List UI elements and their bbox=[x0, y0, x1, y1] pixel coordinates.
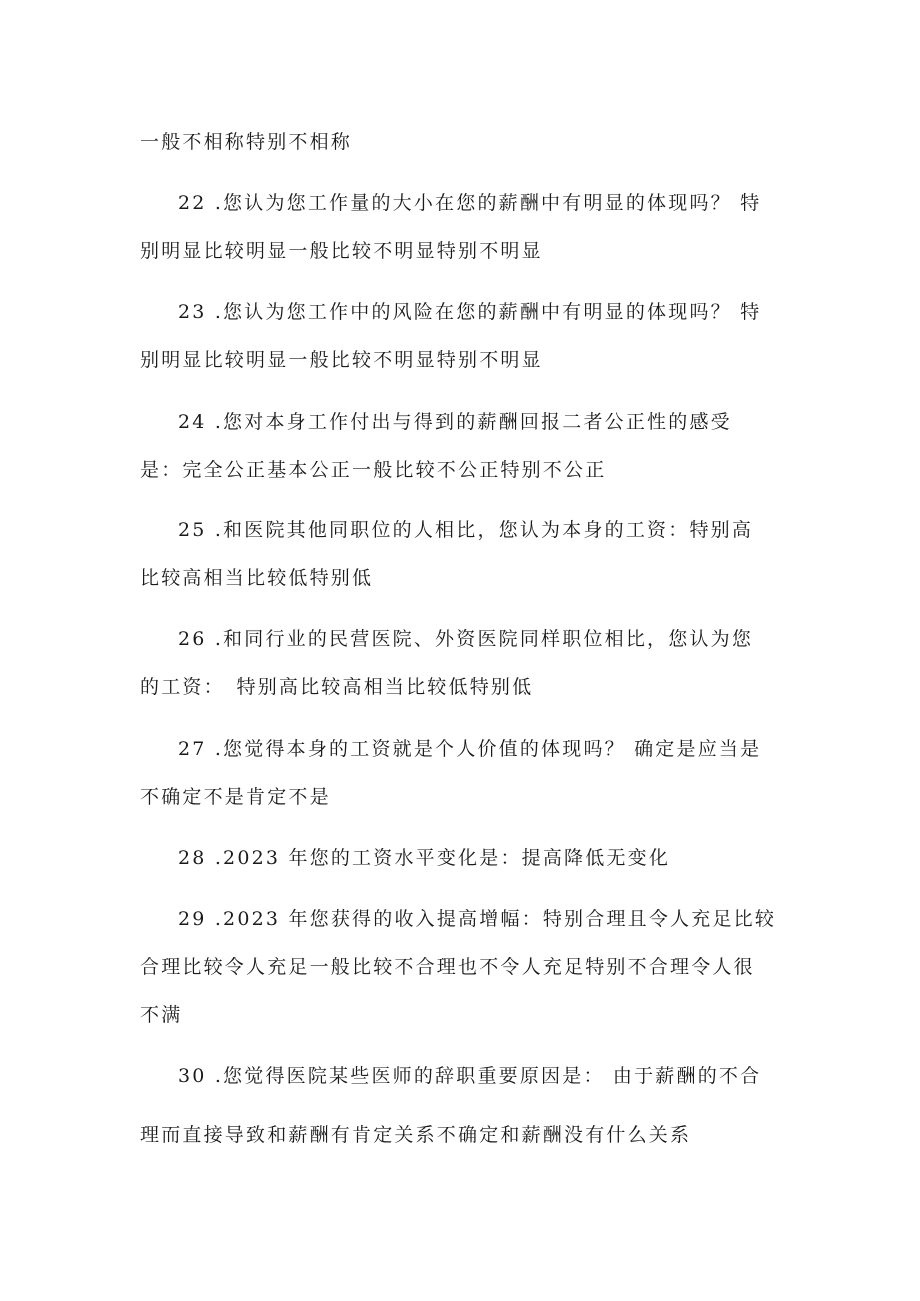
text-line-continuation: 一般不相称特别不相称 bbox=[140, 131, 353, 153]
question-28-line-1: 28 .2023 年您的工资水平变化是：提高降低无变化 bbox=[178, 847, 671, 869]
question-25-line-1: 25 .和医院其他同职位的人相比，您认为本身的工资：特别高 bbox=[178, 519, 754, 541]
question-23-line-1: 23 .您认为您工作中的风险在您的薪酬中有明显的体现吗？ 特 bbox=[178, 301, 762, 323]
question-27-line-1: 27 .您觉得本身的工资就是个人价值的体现吗？ 确定是应当是 bbox=[178, 738, 762, 760]
question-30-line-1: 30 .您觉得医院某些医师的辞职重要原因是： 由于薪酬的不合 bbox=[178, 1065, 762, 1087]
question-27-line-2: 不确定不是肯定不是 bbox=[140, 786, 331, 808]
question-22-line-1: 22 .您认为您工作量的大小在您的薪酬中有明显的体现吗？ 特 bbox=[178, 192, 762, 214]
question-30-line-2: 理而直接导致和薪酬有肯定关系不确定和薪酬没有什么关系 bbox=[140, 1124, 692, 1146]
question-29-line-1: 29 .2023 年您获得的收入提高增幅：特别合理且令人充足比较 bbox=[178, 908, 777, 930]
question-29-line-3: 不满 bbox=[140, 1004, 183, 1026]
question-25-line-2: 比较高相当比较低特别低 bbox=[140, 567, 374, 589]
question-26-line-1: 26 .和同行业的民营医院、外资医院同样职位相比，您认为您 bbox=[178, 628, 754, 650]
question-24-line-2: 是：完全公正基本公正一般比较不公正特别不公正 bbox=[140, 459, 607, 481]
question-22-line-2: 别明显比较明显一般比较不明显特别不明显 bbox=[140, 240, 543, 262]
question-23-line-2: 别明显比较明显一般比较不明显特别不明显 bbox=[140, 349, 543, 371]
question-24-line-1: 24 .您对本身工作付出与得到的薪酬回报二者公正性的感受 bbox=[178, 411, 732, 433]
question-29-line-2: 合理比较令人充足一般比较不合理也不令人充足特别不合理令人很 bbox=[140, 956, 755, 978]
question-26-line-2: 的工资： 特别高比较高相当比较低特别低 bbox=[140, 676, 534, 698]
